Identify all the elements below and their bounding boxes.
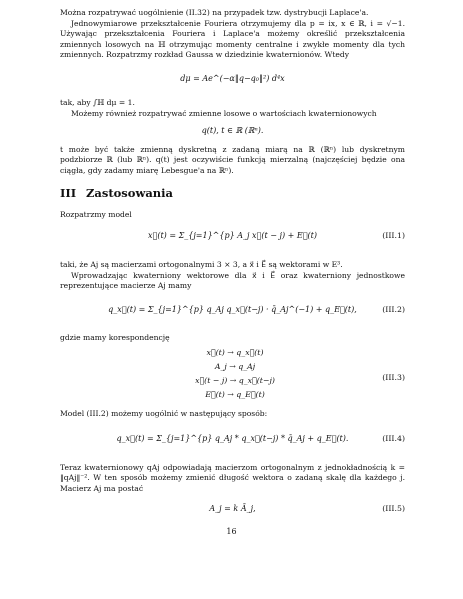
- equation-quat-number: (III.2): [382, 305, 405, 314]
- correspondence-line-2: A_j → q_Aj: [214, 362, 256, 371]
- equation-model-body: x⃗(t) = Σ_{j=1}^{p} A_j x⃗(t − j) + E⃗(t): [148, 231, 317, 240]
- paragraph-scaling: Teraz kwaternionowy qAj odpowiadają macierzom ortogonalnym z jednokładnością k = ‖qAj‖⁻². W ten sposób możemy zmienić długość wektora o zadaną skalę dla każdego j. Macierz Aj ma postać: [60, 463, 405, 493]
- correspondence-line-3: x⃗(t − j) → q_x⃗(t−j): [195, 376, 275, 385]
- page-number: 16: [226, 527, 237, 536]
- section-heading: [60, 186, 173, 200]
- paragraph-generalize: Model (III.2) możemy uogólnić w następujący sposób:: [60, 409, 268, 418]
- paragraph-model-intro: Rozpatrzmy model: [60, 210, 132, 219]
- paragraph-discrete: t może być także zmienną dyskretną z zadaną miarą na ℝ (ℝⁿ) lub dyskretnym podzbiorze ℝ (lub ℝⁿ). q(t) jest oczywiście funkcją mierzalną (najczęściej będzie ona ciągła, gdy zadamy miarę Lebesgue'a na ℝⁿ).: [60, 145, 405, 175]
- paragraph-vector-quaternions: Wprowadzając kwaterniony wektorowe dla x⃗ i E⃗ oraz kwaterniony jednostkowe reprezentujące macierze Aj mamy: [60, 271, 405, 291]
- equation-qt-body: q(t), t ∈ ℝ (ℝⁿ).: [201, 126, 264, 135]
- correspondence-line-4: E⃗(t) → q_E⃗(t): [205, 390, 265, 399]
- section-title: Zastosowania: [86, 186, 173, 200]
- paragraph-quaternion-variables: Możemy również rozpatrywać zmienne losowe o wartościach kwaternionowych: [71, 109, 377, 118]
- paragraph-fourier: Jednowymiarowe przekształcenie Fouriera otrzymujemy dla p = ix, x ∈ ℝ, i = √−1. Używając przekształcenia Fouriera i Laplace'a możemy określić przekształcenia zmiennych losowych na ℍ otrzymując momenty centralne i zwykłe momenty dla tych zmiennych. Rozpatrzmy rozkład Gaussa w dziedzinie kwaternionów. Wtedy: [60, 19, 405, 59]
- paragraph-correspondence: gdzie mamy korespondencję: [60, 333, 170, 342]
- correspondence-block: [190, 346, 280, 402]
- paragraph-normalization: tak, aby ∫ℍ dμ = 1.: [60, 98, 135, 107]
- equation-gen-number: (III.4): [382, 434, 405, 443]
- equation-quat-body: q_x⃗(t) = Σ_{j=1}^{p} q_Aj q_x⃗(t−j) · q̄_Aj^(−1) + q_E⃗(t),: [108, 305, 357, 314]
- equation-gen-body: q_x⃗(t) = Σ_{j=1}^{p} q_Aj * q_x⃗(t−j) * q̄_Aj + q_E⃗(t).: [116, 434, 349, 443]
- equation-corr-number: (III.3): [382, 373, 405, 382]
- paragraph-orthogonal: taki, że Aj są macierzami ortogonalnymi 3 × 3, a x⃗ i E⃗ są wektorami w E³.: [60, 260, 343, 269]
- section-number: III: [60, 186, 77, 200]
- equation-gauss-body: dμ = Ae^(−α‖q−q₀‖²) d⁴x: [180, 74, 285, 83]
- paragraph-laplace: Można rozpatrywać uogólnienie (II.32) na przypadek tzw. dystrybucji Laplace'a.: [60, 8, 369, 17]
- equation-aj-number: (III.5): [382, 504, 405, 513]
- equation-aj-body: A_j = k Ā_j,: [209, 504, 256, 513]
- correspondence-line-1: x⃗(t) → q_x⃗(t): [206, 348, 264, 357]
- equation-model-number: (III.1): [382, 231, 405, 240]
